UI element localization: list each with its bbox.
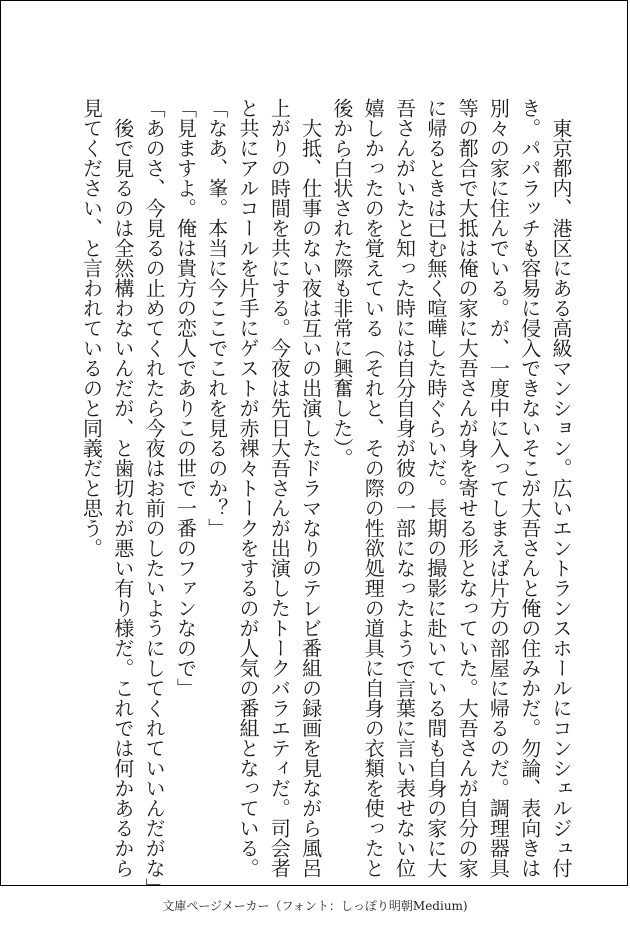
text-line: 大抵、仕事のない夜は互いの出演したドラマなりのテレビ番組の録画を見ながら風呂	[298, 98, 323, 878]
text-line: 上がりの時間を共にする。今夜は先日大吾さんが出演したトークバラエティだ。司会者	[267, 98, 292, 878]
text-line: 見てください、と言われているのと同義だと思う。	[79, 98, 104, 558]
text-line: 東京都内、港区にある高級マンション。広いエントランスホールにコンシェルジュ付	[549, 98, 573, 878]
text-line: 嬉しかったのを覚えている（それと、その際の性欲処理の道具に自身の衣類を使ったと	[361, 98, 386, 878]
vertical-text-body	[75, 98, 576, 898]
text-line: 別々の家に住んでいる。が、一度中に入ってしまえば片方の部屋に帰るのだ。調理器具	[486, 98, 511, 878]
text-line: 「なあ、峯。本当に今ここでこれを見るのか？」	[204, 98, 229, 538]
page-footer: 文庫ページメーカー（フォント：しっぽり明朝Medium)	[162, 899, 468, 913]
text-line: 「あのさ、今見るの止めてくれたら今夜はお前のしたいようにしてくれていいんだがな」	[142, 98, 167, 898]
text-line: 後で見るのは全然構わないんだが、と歯切れが悪い有り様だ。これでは何かあるから	[110, 98, 135, 878]
text-line: 後から白状された際も非常に興奮した）。	[329, 98, 354, 468]
text-line: と共にアルコールを片手にゲストが赤裸々トークをするのが人気の番組となっている。	[236, 98, 261, 878]
text-line: 「見ますよ。俺は貴方の恋人でありこの世で一番のファンなので」	[173, 98, 198, 698]
text-line: 等の都合で大抵は俺の家に大吾さんが身を寄せる形となっていた。大吾さんが自分の家	[455, 98, 480, 878]
text-line: き。パパラッチも容易に侵入できないそこが大吾さんと俺の住みかだ。勿論、表向きは	[517, 98, 542, 878]
text-line: に帰るときは已む無く喧嘩した時ぐらいだ。長期の撮影に赴いている間も自身の家に大	[423, 98, 448, 878]
text-line: 吾さんがいたと知った時には自分自身が彼の一部になったようで言葉に言い表せない位	[392, 98, 417, 878]
